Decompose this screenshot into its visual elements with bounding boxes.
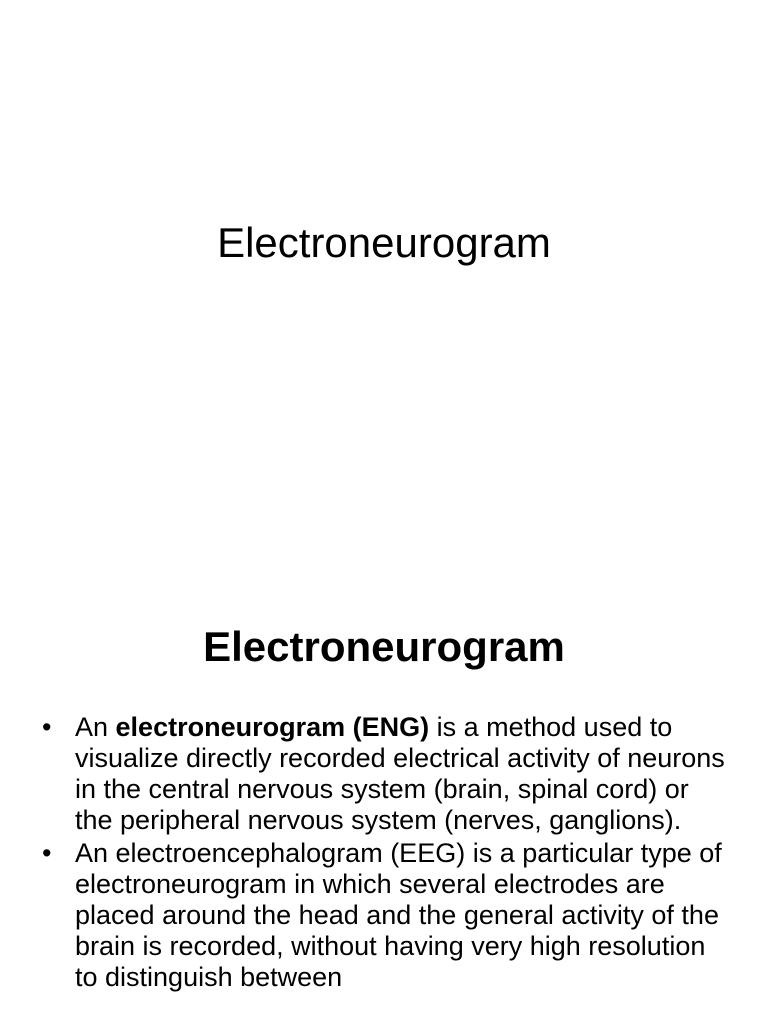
bullet-item-eng-definition [42, 712, 732, 836]
title-slide-heading: Electroneurogram [217, 219, 551, 266]
bullet-text: is a method used to visualize directly recorded electrical activity of neurons in the central nervous system (brain, spinal cord) or the peripheral nervous system (nerves, ganglions). [75, 712, 725, 835]
content-slide-heading: Electroneurogram [203, 623, 565, 670]
bullet-list [42, 712, 732, 995]
bullet-mark: • [42, 712, 52, 742]
content-slide [0, 576, 768, 1024]
bullet-prefix: An [75, 712, 116, 742]
bullet-mark: • [42, 838, 52, 868]
bullet-bold-term: electroneurogram (ENG) [115, 712, 430, 742]
bullet-item-eeg [42, 838, 732, 993]
bullet-text: An electroencephalogram (EEG) is a particular type of electroneurogram in which several electrodes are placed around the head and the general activity of the brain is recorded, without having very high resolution to distinguish between [75, 838, 722, 992]
